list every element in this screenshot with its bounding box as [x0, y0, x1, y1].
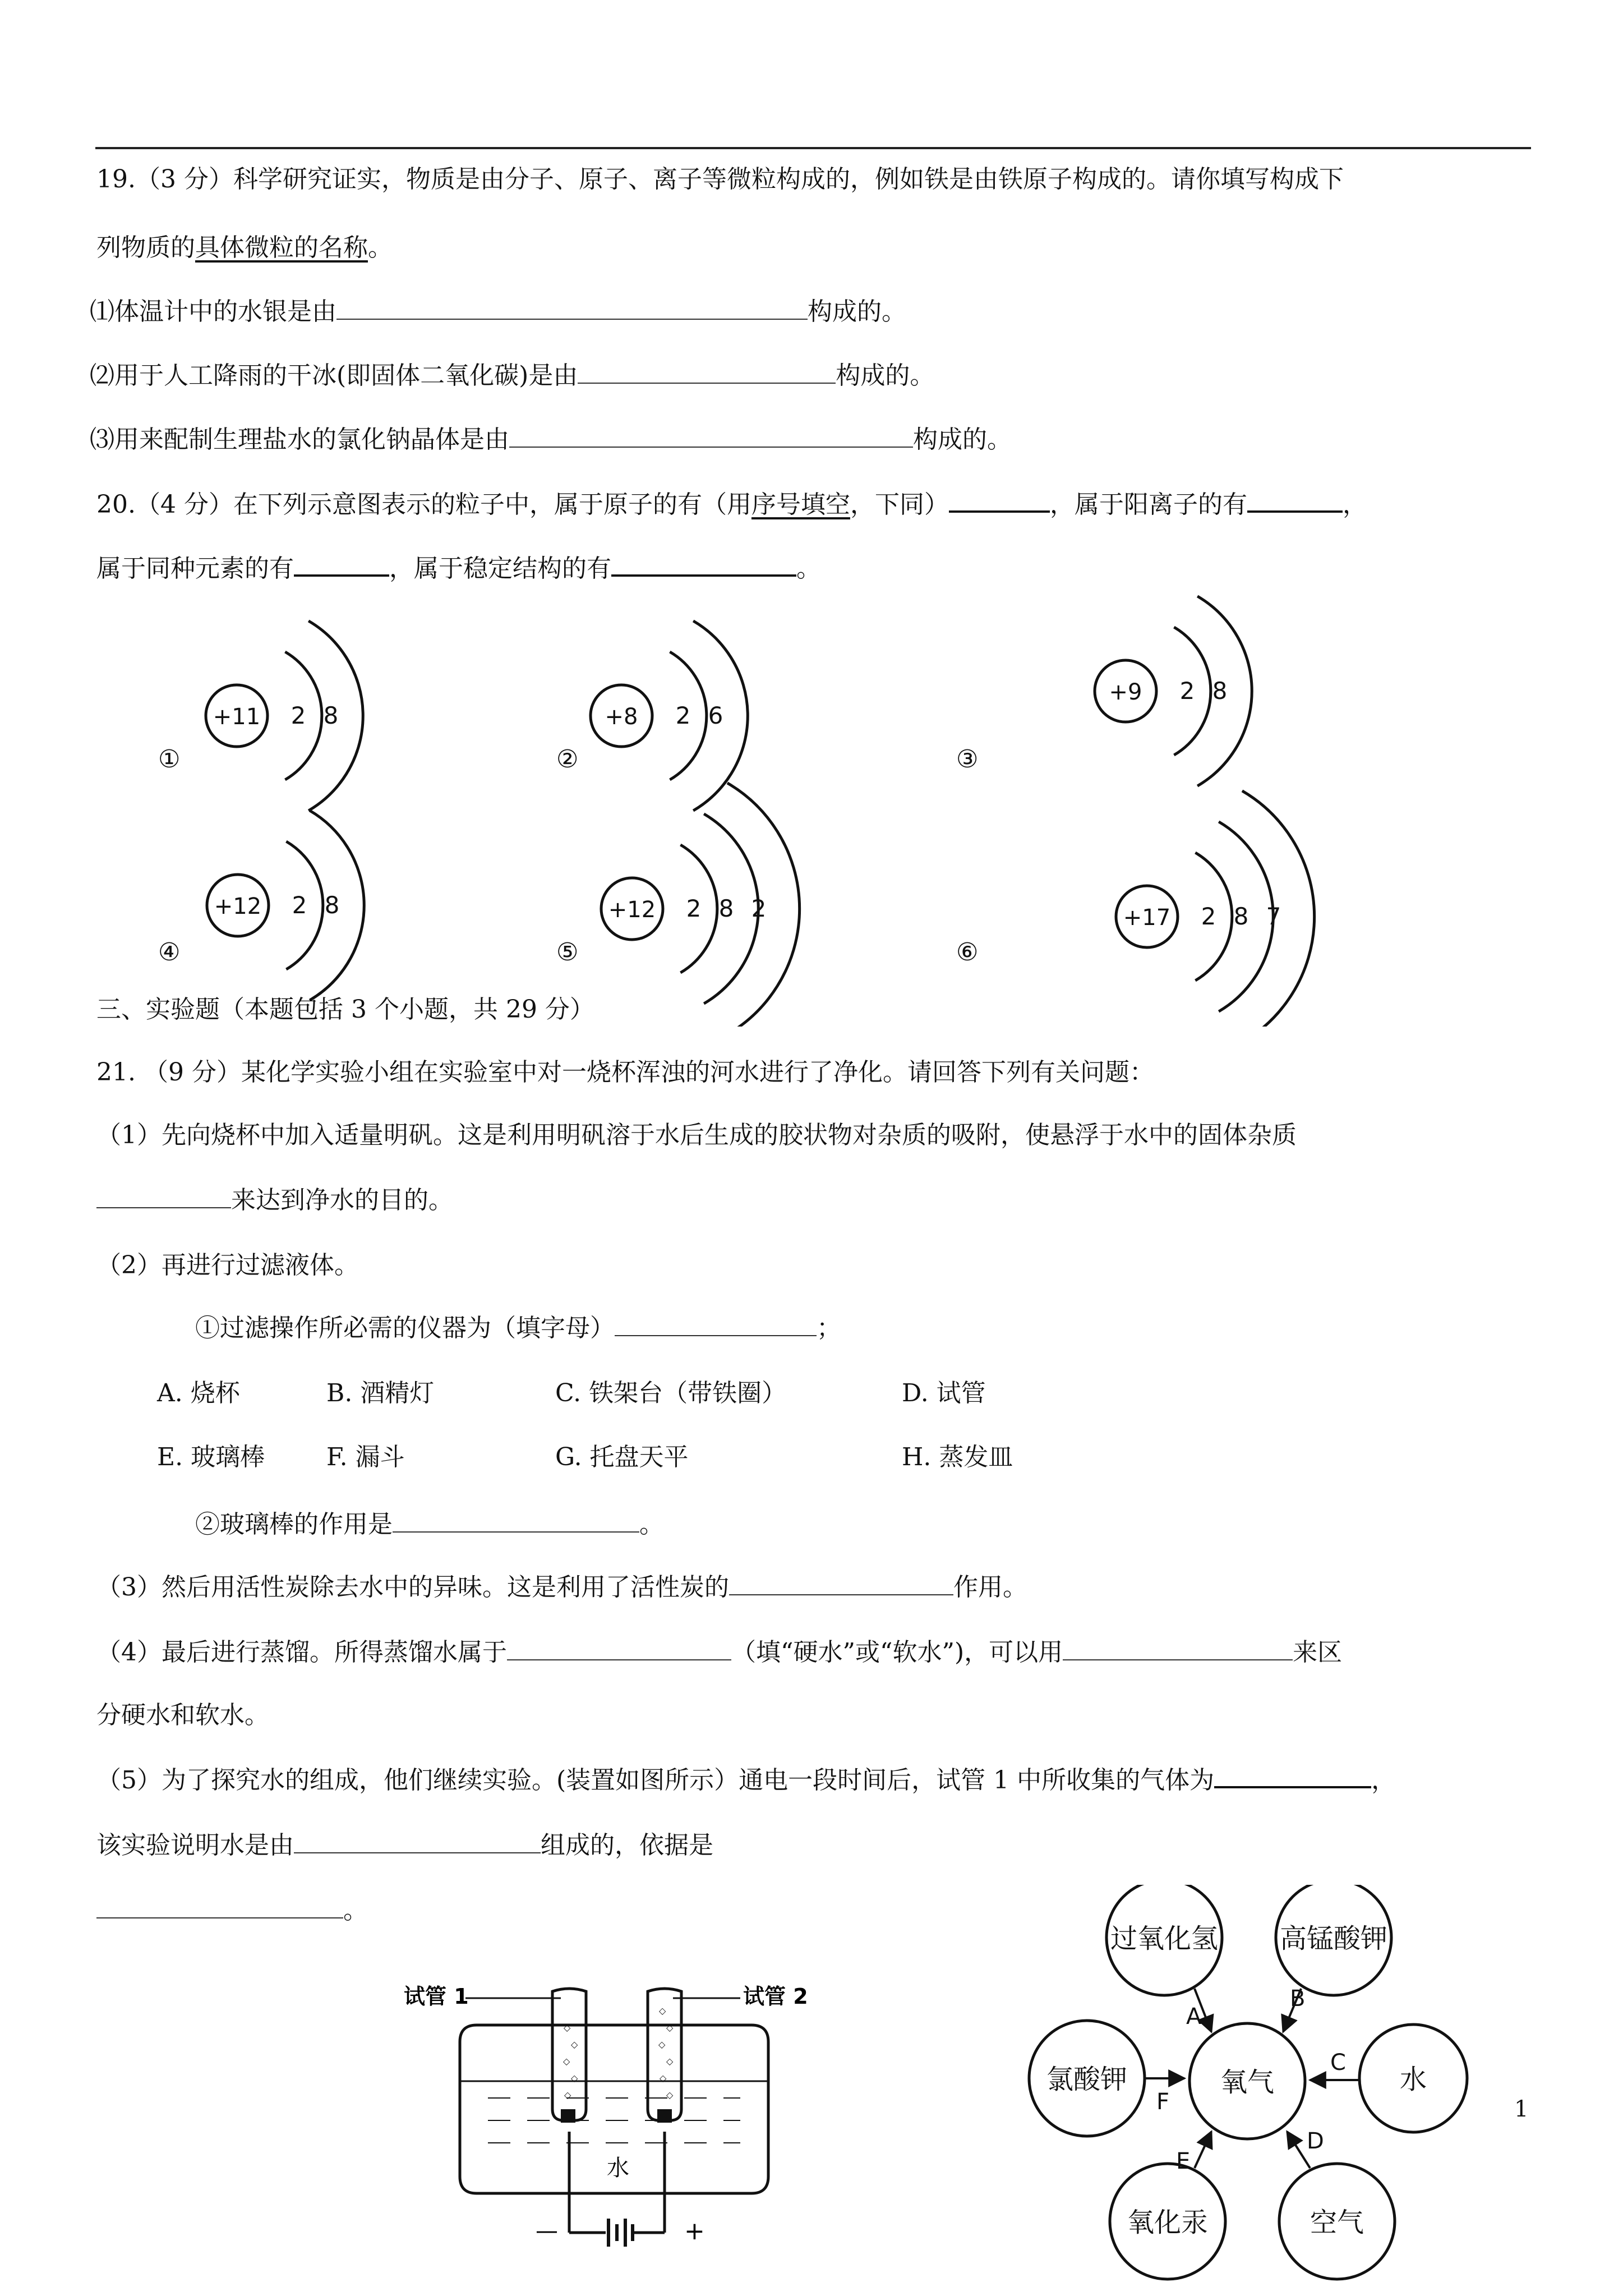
- q20-line1: 20.（4 分）在下列示意图表示的粒子中，属于原子的有（用序号填空，下同） ，属于阳离子的有 ，: [96, 488, 1367, 521]
- q19-item-1: ⑴体温计中的水银是由 构成的。: [90, 297, 906, 326]
- svg-text:◇: ◇: [564, 2090, 571, 2100]
- q21-part2-2: ②玻璃棒的作用是 。: [195, 1510, 664, 1539]
- shell-electron-count: 7: [1266, 903, 1281, 930]
- option-e: E. 玻璃棒: [157, 1443, 265, 1471]
- q19-item-3: ⑶用来配制生理盐水的氯化钠晶体是由 构成的。: [90, 425, 1012, 454]
- nucleus-charge: +8: [605, 704, 638, 730]
- option-b: B. 酒精灯: [326, 1379, 435, 1407]
- arrow-d-label: D: [1307, 2128, 1324, 2154]
- svg-text:◇: ◇: [571, 2073, 578, 2083]
- q21-part5-line1: （5）为了探究水的组成，他们继续实验。(装置如图所示）通电一段时间后，试管 1 中所收集的气体为 ，: [96, 1764, 1396, 1796]
- section-3-heading: 三、实验题（本题包括 3 个小题，共 29 分）: [96, 995, 594, 1024]
- shell-electron-count: 8: [1212, 677, 1228, 705]
- shell-electron-count: 2: [1201, 903, 1216, 930]
- q21-intro: 21. （9 分）某化学实验小组在实验室中对一烧杯浑浊的河水进行了净化。请回答下列有关问题：: [96, 1058, 1154, 1087]
- q21-part4-line1: （4）最后进行蒸馏。所得蒸馏水属于 （填“硬水”或“软水”)，可以用 来区: [96, 1638, 1343, 1667]
- oxygen-sources-diagram: [1009, 1885, 1469, 2289]
- svg-text:◇: ◇: [563, 2056, 570, 2067]
- svg-text:◇: ◇: [666, 2056, 674, 2067]
- particle-label: ②: [556, 745, 579, 774]
- arrow-b-label: B: [1290, 1986, 1306, 2012]
- arrow-c-label: C: [1330, 2050, 1346, 2076]
- water-label: 水: [607, 2155, 629, 2181]
- arrow-e: [1195, 2132, 1211, 2168]
- answer-blank[interactable]: [507, 1637, 731, 1660]
- page-number: 1: [1514, 2096, 1529, 2122]
- q21-part2-1: ①过滤操作所必需的仪器为（填字母） ；: [195, 1314, 841, 1342]
- option-d: D. 试管: [902, 1379, 986, 1407]
- arrow-a-label: A: [1186, 2004, 1202, 2030]
- q21-part1-line1: （1）先向烧杯中加入适量明矾。这是利用明矾溶于水后生成的胶状物对杂质的吸附，使悬浮于水中的固体杂质: [96, 1121, 1297, 1149]
- q21-part4-line2: 分硬水和软水。: [96, 1701, 269, 1729]
- underlined-phrase: 具体微粒的名称: [195, 233, 368, 262]
- svg-text:◇: ◇: [571, 2039, 578, 2050]
- test-tube-1: [552, 1989, 586, 2120]
- q21-part2: （2）再进行过滤液体。: [96, 1251, 359, 1280]
- shell-electron-count: 2: [675, 702, 691, 729]
- water-label: 水: [1399, 2064, 1427, 2095]
- shell-electron-count: 8: [324, 891, 340, 919]
- option-h: H. 蒸发皿: [902, 1443, 1013, 1471]
- q21-part3: （3）然后用活性炭除去水中的异味。这是利用了活性炭的 作用。: [96, 1573, 1027, 1602]
- hydrogen-peroxide-label: 过氧化氢: [1110, 1923, 1219, 1954]
- tube-1-label: 试管 1: [404, 1984, 469, 2009]
- q21-part1-line2: 来达到净水的目的。: [96, 1185, 453, 1216]
- particle-structure-diagrams: [0, 0, 1623, 1027]
- shell-electron-count: 2: [751, 895, 767, 922]
- tube-2-label: 试管 2: [743, 1984, 808, 2009]
- shell-electron-count: 8: [323, 702, 339, 729]
- particle-3: [956, 596, 1252, 786]
- particle-label: ⑤: [556, 938, 579, 967]
- option-f: F. 漏斗: [326, 1443, 405, 1471]
- particle-label: ⑥: [956, 938, 979, 967]
- q19-line2: 列物质的具体微粒的名称。: [96, 233, 393, 262]
- shell-electron-count: 8: [1233, 903, 1249, 930]
- particle-label: ③: [956, 745, 979, 774]
- answer-blank[interactable]: [1063, 1637, 1293, 1660]
- shell-electron-count: 2: [1179, 677, 1195, 705]
- svg-text:◇: ◇: [564, 2022, 571, 2033]
- particle-2: [556, 621, 748, 811]
- svg-text:◇: ◇: [666, 2022, 674, 2033]
- answer-blank[interactable]: [1214, 1764, 1371, 1788]
- q19-line1: 19.（3 分）科学研究证实，物质是由分子、原子、离子等微粒构成的，例如铁是由铁原子构成的。请你填写构成下: [96, 165, 1344, 194]
- oxygen-label: 氧气: [1220, 2067, 1275, 2098]
- electrode-1: [561, 2109, 575, 2123]
- option-c: C. 铁架台（带铁圈）: [555, 1379, 787, 1407]
- potassium-chlorate-label: 氯酸钾: [1046, 2064, 1128, 2095]
- q19-item-2: ⑵用于人工降雨的干冰(即固体二氧化碳)是由 构成的。: [90, 361, 935, 390]
- particle-6: [956, 791, 1315, 1027]
- particle-1: [158, 621, 363, 811]
- answer-blank[interactable]: [393, 1509, 639, 1533]
- svg-text:◇: ◇: [660, 2073, 667, 2083]
- option-a: A. 烧杯: [157, 1379, 240, 1407]
- nucleus-charge: +9: [1109, 679, 1142, 705]
- nucleus-charge: +12: [214, 894, 262, 919]
- shell-electron-count: 2: [291, 702, 306, 729]
- air-label: 空气: [1310, 2207, 1364, 2238]
- particle-4: [158, 811, 364, 1000]
- shell-electron-count: 8: [718, 895, 734, 922]
- answer-blank[interactable]: [96, 1185, 231, 1208]
- answer-blank[interactable]: [729, 1572, 953, 1595]
- particle-5: [556, 783, 800, 1027]
- mercury-oxide-label: 氧化汞: [1127, 2207, 1209, 2238]
- electrolysis-apparatus: [393, 1963, 841, 2283]
- option-g: G. 托盘天平: [555, 1443, 689, 1471]
- svg-text:◇: ◇: [659, 2005, 666, 2016]
- svg-text:◇: ◇: [666, 2090, 674, 2100]
- nucleus-charge: +12: [608, 897, 656, 923]
- answer-blank[interactable]: [96, 1895, 343, 1918]
- answer-blank[interactable]: [294, 1830, 541, 1853]
- electrode-2: [657, 2109, 672, 2123]
- nucleus-charge: +11: [213, 704, 261, 730]
- answer-blank[interactable]: [615, 1313, 817, 1336]
- negative-terminal: —: [536, 2218, 558, 2244]
- q21-part5-line2: 该实验说明水是由 组成的，依据是: [96, 1831, 713, 1860]
- particle-label: ④: [158, 938, 181, 967]
- nucleus-charge: +17: [1123, 905, 1171, 931]
- particle-label: ①: [158, 745, 181, 774]
- shell-electron-count: 2: [686, 895, 702, 922]
- shell-electron-count: 2: [292, 891, 307, 919]
- q21-part5-line3: 。: [96, 1895, 368, 1926]
- arrow-e-label: E: [1176, 2148, 1191, 2174]
- svg-text:◇: ◇: [658, 2039, 666, 2050]
- underlined-phrase: 序号填空: [751, 490, 850, 519]
- arrow-f-label: F: [1156, 2089, 1170, 2115]
- potassium-permanganate-label: 高锰酸钾: [1279, 1923, 1388, 1954]
- shell-electron-count: 6: [708, 702, 723, 729]
- positive-terminal: +: [684, 2217, 705, 2246]
- q20-line2: 属于同种元素的有 ，属于稳定结构的有 。: [96, 552, 821, 585]
